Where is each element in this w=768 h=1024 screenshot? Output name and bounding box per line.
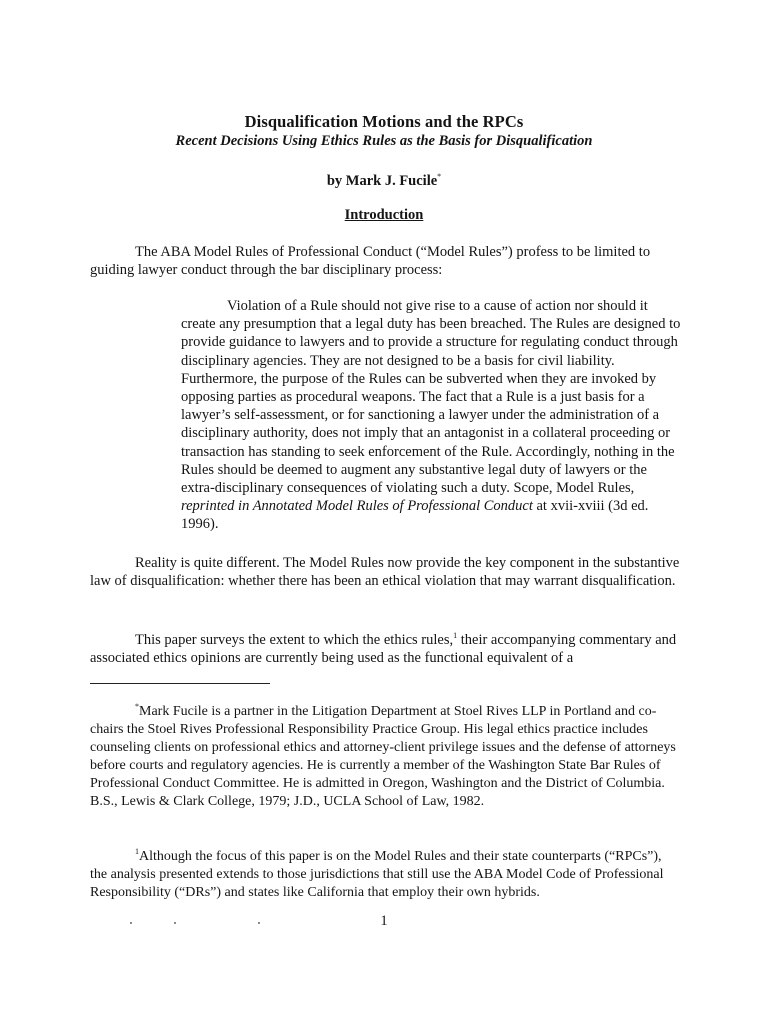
paragraph-text: Reality is quite different. The Model Rules now provide the key component in the substantive law of disqualification: whether there has been an ethical violation that may warrant disqualification. [90,555,680,589]
body-paragraph [90,627,680,667]
section-heading-text: Introduction [344,207,424,223]
body-paragraph [90,243,680,279]
block-quote [181,297,681,534]
footnote-separator [90,683,270,684]
paragraph-text: The ABA Model Rules of Professional Conduct (“Model Rules”) profess to be limited to guiding lawyer conduct through the bar disciplinary process: [90,244,651,278]
footnote-author [90,698,680,811]
section-heading [0,207,768,224]
paragraph-text: This paper surveys the extent to which the ethics rules, [135,632,454,648]
footnote-reference[interactable]: 1 [453,631,458,640]
document-subtitle: Recent Decisions Using Ethics Rules as the Basis for Disqualification [175,133,593,149]
document-title: Disqualification Motions and the RPCs [244,112,524,131]
quote-text: Violation of a Rule should not give rise to a cause of action nor should it create any presumption that a legal duty has been breached. The Rules are designed to provide guidance to lawyers and to provide a structure for regulating conduct through disciplinary agencies. They are not designed to be a basis for civil liability. Furthermore, the purpose of the Rules can be subverted when they are invoked by opposing parties as procedural weapons. The fact that a Rule is a just basis for a lawyer’s self-assessment, or for sanctioning a lawyer under the administration of a disciplinary authority, does not imply that an antagonist in a collateral proceeding or transaction has standing to seek enforcement of the Rule. Accordingly, nothing in the Rules should be deemed to augment any substantive legal duty of lawyers or the extra-disciplinary consequences of violating such a duty. Scope, Model Rules, [181,298,681,497]
footnote-mark: 1 [135,847,139,856]
footnote-text: Mark Fucile is a partner in the Litigation Department at Stoel Rives LLP in Portland and co-chairs the Stoel Rives Professional Responsibility Practice Group. His legal ethics practice includes counseling clients on professional ethics and attorney-client privilege issues and the defense of attorneys before courts and regulatory agencies. He is currently a member of the Washington State Bar Rules of Professional Conduct Committee. He is admitted in Oregon, Washington and the District of Columbia. B.S., Lewis & Clark College, 1979; J.D., UCLA School of Law, 1982. [90,704,676,809]
page-number: 1 [380,913,388,929]
body-paragraph [90,554,680,590]
footnote-text: Although the focus of this paper is on the Model Rules and their state counterparts (“RPCs”), the analysis presented extends to those jurisdictions that still use the ABA Model Code of Professional Responsibility (“DRs”) and states like California that employ their own hybrids. [90,849,664,900]
author-footnote-mark[interactable]: * [437,172,442,181]
quote-citation-title: reprinted in Annotated Model Rules of Professional Conduct [181,498,533,515]
footnote-mark: * [135,702,139,711]
author-byline [0,172,768,190]
footnote-1 [90,843,680,902]
quote-citation-tail: at xvii-xviii (3d ed. 1996). [181,498,649,533]
author-name: by Mark J. Fucile [326,173,438,189]
paragraph-text: their accompanying commentary and associated ethics opinions are currently being used as the functional equivalent of a [90,632,677,666]
